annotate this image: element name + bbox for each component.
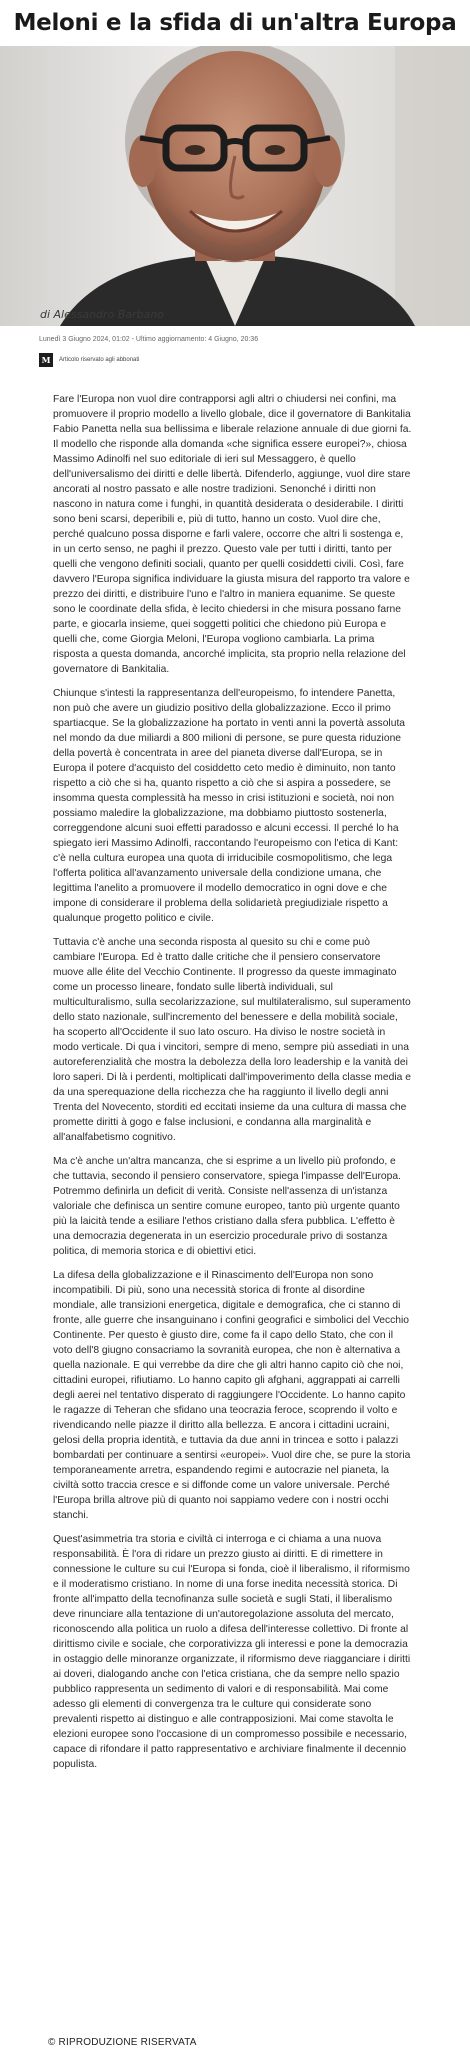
portrait-illustration <box>0 46 470 326</box>
subscriber-badge-label: Articolo riservato agli abbonati <box>59 357 140 363</box>
article-body <box>0 392 470 1772</box>
dateline: Lunedì 3 Giugno 2024, 01:02 - Ultimo aggiornamento: 4 Giugno, 20:36 <box>39 336 259 343</box>
paragraph: La difesa della globalizzazione e il Rinascimento dell'Europa non sono incompatibili. Di più, sono una necessità storica di fronte al disordine mondiale, alle transizioni energetica, digitale e demografica, che ci stanno di fronte, alle guerre che insanguinano i confini geografici e simbolici del Vecchio Continente. Per questo è giusto dire, come fa il capo dello Stato, che con il voto dell'8 giugno consacriamo la sovranità europea, che non è alternativa a quella nazionale. E qui verrebbe da dire che gli altri hanno capito ciò che noi, cittadini europei, rifiutiamo. Lo hanno capito gli afghani, aggrappati ai carrelli degli aerei nel tentativo disperato di raggiungere l'Occidente. Lo hanno capito le ragazze di Teheran che sfidano una teocrazia feroce, scoprendo il volto e rivendicando nelle piazze il diritto alla bellezza. E ancora i cittadini ucraini, gelosi della propria identità, e tuttavia da due anni in trincea e sotto i palazzi bombardati per continuare a sentirsi «europei». Vuol dire che, se pure la storia temporaneamente arretra, espandendo regimi e autocrazie nel pianeta, la civiltà sotto traccia cresce e si diffonde come un valore universale. Perché l'Europa brilla altrove più di quanto noi sappiamo vedere con i nostri occhi stanchi. <box>53 1270 411 1521</box>
byline: di Alessandro Barbano <box>40 308 165 321</box>
copyright-notice: © RIPRODUZIONE RISERVATA <box>48 2037 197 2048</box>
subscriber-badge <box>39 352 470 368</box>
newspaper-logo-icon: M <box>39 353 53 367</box>
article-title: Meloni e la sfida di un'altra Europa <box>13 10 457 36</box>
paragraph: Fare l'Europa non vuol dire contrapporsi agli altri o chiudersi nei confini, ma promuovere il proprio modello a livello globale, dice il governatore di Bankitalia Fabio Panetta nella sua bellissima e liberale relazione annuale di due giorni fa. Il modello che risponde alla domanda «che significa essere europei?», chiosa Massimo Adinolfi nel suo editoriale di ieri sul Messaggero, è quello dell'universalismo dei diritti e delle libertà. Difenderlo, aggiunge, vuol dire stare ancorati al nostro passato e alle nostre tradizioni. Senonché i diritti non nascono in natura come i funghi, in quantità desiderata o desiderabile. I diritti sono beni scarsi, deperibili e, più di tutto, hanno un costo. Vuol dire che, perché qualcuno possa disporne e farli valere, occorre che altri li sostenga e, in un certo senso, ne paghi il prezzo. Questo vale per tutti i diritti, tanto per quelli che vengono definiti sociali, quanto per quelli cosiddetti civili. Così, fare davvero l'Europa significa individuare la giusta misura del rapporto tra valore e prezzo dei diritti, e distribuire l'uno e l'altro in maniera equanime. Se queste sono le coordinate della sfida, è lecito chiedersi in che misura possano farne parte, e giocarla insieme, quei soggetti politici che chiedono più Europa e quelli che, come Giorgia Meloni, l'Europa vogliono cambiarla. La prima risposta a questa domanda, ancorché implicita, sta proprio nella relazione del governatore di Bankitalia. <box>53 394 412 675</box>
paragraph: Chiunque s'intesti la rappresentanza dell'europeismo, fo intendere Panetta, non può che avere un giudizio positivo della globalizzazione. Ecco il primo spartiacque. Se la globalizzazione ha portato in venti anni la povertà assoluta nel mondo da due miliardi a 800 milioni di persone, se pure questa riduzione della povertà è concentrata in aree del pianeta diverse dall'Europa, se in Europa il potere d'acquisto del cosiddetto ceto medio è diminuito, non tanto rispetto a ciò che si ha, quanto rispetto a ciò che si aspira a possedere, se insomma questa complessità ha messo in crisi istituzioni e società, noi non possiamo maledire la globalizzazione, ma dobbiamo piuttosto sostenerla, correggendone alcuni suoi effetti paradosso e alcuni eccessi. Il perché lo ha spiegato ieri Massimo Adinolfi, raccontando l'europeismo con l'etica di Kant: c'è nella cultura europea una quota di irriducibile cosmopolitismo, che lega l'offerta politica all'avanzamento universale della condizione umana, che legittima l'anelito a promuovere il modello democratico in ogni dove e che impone di considerare il problema della solidarietà pregiudiziale rispetto a qualunque progetto politico e civile. <box>53 688 406 924</box>
paragraph: Ma c'è anche un'altra mancanza, che si esprime a un livello più profondo, e che tuttavia, secondo il pensiero conservatore, spiega l'impasse dell'Europa. Potremmo definirla un deficit di verità. Consiste nell'assenza di un'istanza valoriale che definisca un sentire comune europeo, tanto più urgente quanto più la laicità tende a esiliare l'ethos cristiano dalla sfera pubblica. L'effetto è una democrazia degenerata in un esercizio procedurale privo di sostanza politica, di memoria storica e di obiettivi etici. <box>53 1156 401 1257</box>
author-photo <box>0 46 470 326</box>
paragraph: Tuttavia c'è anche una seconda risposta al quesito su chi e come può cambiare l'Europa. Ed è tratto dalle critiche che il pensiero conservatore muove alle élite del Vecchio Continente. Il progresso da queste immaginato come un processo lineare, fondato sulle libertà individuali, sul multiculturalismo, sulla secolarizzazione, sul multilateralismo, sul superamento dello stato nazionale, sull'incremento del benessere e della mobilità sociale, ha scoperto all'Occidente il suo lato oscuro. Ha diviso le nostre società in modo verticale. Di qua i vincitori, sempre di meno, sempre più assediati in una autoreferenzialità che mostra la debolezza della loro leadership e la vanità dei loro saperi. Di là i perdenti, moltiplicati dall'impoverimento della classe media e da una sperequazione della ricchezza che ha raggiunto il livello degli anni Trenta del Novecento, storditi ed eccitati insieme da una cultura di massa che promette diritti à gogo e false inclusioni, e condanna alla marginalità e all'analfabetismo cognitivo. <box>53 937 411 1143</box>
paragraph: Quest'asimmetria tra storia e civiltà ci interroga e ci chiama a una nuova responsabilità. È l'ora di ridare un prezzo giusto ai diritti. E di rimettere in connessione le culture su cui l'Europa si fonda, cioè il liberalismo, il riformismo e il moderatismo cristiano. In nome di una forse inedita necessità storica. Di fronte all'impatto della tecnofinanza sulle società e sugli Stati, il liberalismo deve rinunciare alla tentazione di un'autoregolazione assoluta del mercato, riconoscendo alla politica un ruolo a difesa dell'interesse collettivo. Di fronte al dirittismo civile e sociale, che corporativizza gli interessi e pone la democrazia in ostaggio delle minoranze organizzate, il riformismo deve riagganciare i diritti ai doveri, dialogando anche con l'etica cristiana, che da sempre nello spazio pubblico rappresenta un sedimento di valori e di responsabilità. Mai come adesso gli elementi di convergenza tra le culture qui considerate sono prevalenti rispetto ai distinguo e alle contrapposizioni. Mai come stavolta le elezioni europee sono l'occasione di un compromesso possibile e necessario, capace di rifondare il patto rappresentativo e archiviare finalmente il decennio populista. <box>53 1534 411 1770</box>
